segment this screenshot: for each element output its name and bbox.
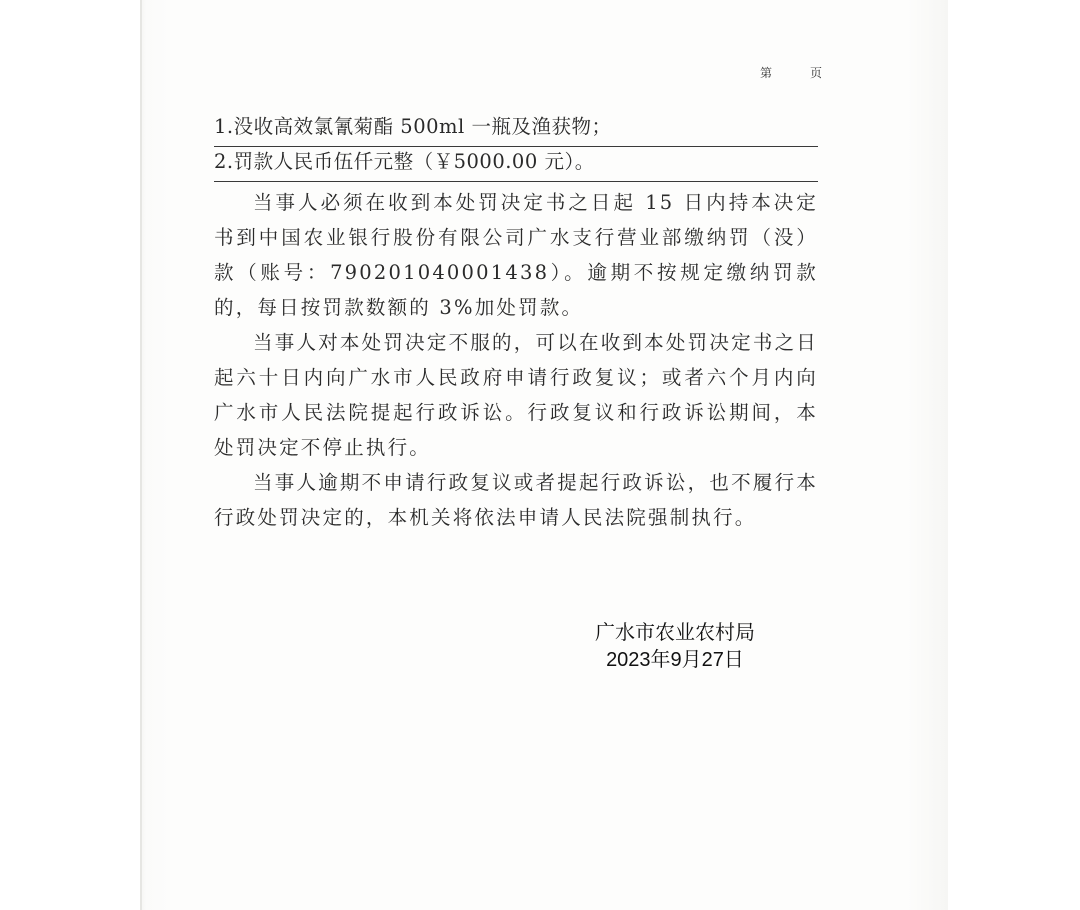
penalty-decision-body: [214, 112, 818, 535]
penalty-item-fine: 2.罚款人民币伍仟元整（￥5000.00 元）。: [214, 147, 818, 182]
penalty-item-confiscation: 1.没收高效氯氰菊酯 500ml 一瓶及渔获物；: [214, 112, 818, 147]
issuing-agency: 广水市农业农村局: [595, 622, 755, 644]
issue-date: 2023年9月27日: [606, 649, 744, 671]
page-label-suffix: 页: [809, 66, 822, 80]
paper-edge: [140, 0, 142, 910]
payment-instructions-paragraph: 当事人必须在收到本处罚决定书之日起 15 日内持本决定书到中国农业银行股份有限公司广水支行营业部缴纳罚（没）款（账号：790201040001438）。逾期不按规定缴纳罚款的，每日按罚款数额的 3%加处罚款。: [214, 191, 818, 319]
page-number-label: [760, 64, 822, 81]
signature-block: [560, 620, 790, 674]
enforcement-paragraph: 当事人逾期不申请行政复议或者提起行政诉讼，也不履行本行政处罚决定的，本机关将依法申请人民法院强制执行。: [214, 471, 818, 529]
page-label-prefix: 第: [760, 66, 773, 80]
appeal-rights-paragraph: 当事人对本处罚决定不服的，可以在收到本处罚决定书之日起六十日内向广水市人民政府申请行政复议；或者六个月内向广水市人民法院提起行政诉讼。行政复议和行政诉讼期间，本处罚决定不停止执行。: [214, 331, 818, 459]
